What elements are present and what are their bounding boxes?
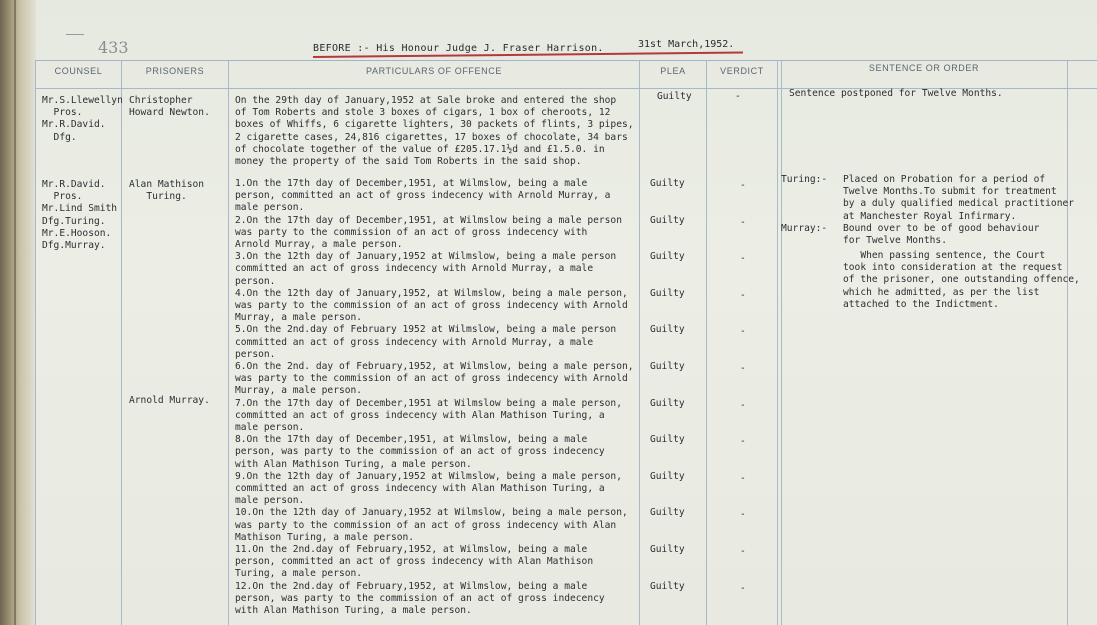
- case1-sentence: Sentence postponed for Twelve Months.: [789, 88, 1003, 99]
- sentence-note: When passing sentence, the Court took into consideration at the request of the prisoner, one outstanding offence, which he admitted, as per the list attached to the Indictment.: [843, 250, 1080, 310]
- count-verdict: -: [740, 399, 746, 411]
- count-text: 9.On the 12th day of January,1952 at Wilmslow, being a male person, committed an act of gross indecency with Alan Mathison Turing, a male person.: [235, 470, 622, 507]
- case1-plea: Guilty: [657, 91, 692, 102]
- count-text: 3.On the 12th day of January,1952 at Wilmslow, being a male person committed an act of gross indecency with Arnold Murray, a male person.: [235, 251, 617, 287]
- hearing-date: 31st March,1952.: [638, 39, 735, 50]
- column-header-particulars: PARTICULARS OF OFFENCE: [366, 66, 502, 76]
- book-binding: [0, 0, 36, 625]
- column-rule: [639, 60, 640, 625]
- sentence-turing-label: Turing:-: [781, 174, 828, 185]
- column-header-verdict: VERDICT: [720, 66, 764, 76]
- count-verdict: -: [740, 472, 746, 484]
- column-header-counsel: COUNSEL: [54, 66, 103, 76]
- count-text: 4.On the 12th day of January,1952, at Wilmslow, being a male person, was party to the commission of an act of gross indecency with Arnold Murray, a male person.: [235, 287, 628, 324]
- count-text: 5.On the 2nd.day of February 1952 at Wilmslow, being a male person committed an act of gross indecency with Arnold Murray, a male person.: [235, 324, 617, 360]
- count-plea: Guilty: [650, 214, 685, 226]
- count-plea: Guilty: [650, 361, 685, 372]
- count-verdict: -: [740, 546, 746, 557]
- column-rule: [777, 60, 782, 625]
- sentence-murray: Bound over to be of good behaviour for Twelve Months.: [843, 223, 1040, 247]
- count-verdict: -: [740, 289, 746, 301]
- count-plea: Guilty: [650, 178, 685, 189]
- column-rule: [121, 60, 122, 625]
- count-plea: Guilty: [650, 397, 685, 409]
- page-number: 433: [98, 38, 129, 57]
- count-text: 12.On the 2nd.day of February,1952, at Wilmslow, being a male person, was party to the commission of an act of gross indecency with Alan Mathison Turing, a male person.: [235, 580, 605, 616]
- case1-particulars: On the 29th day of January,1952 at Sale broke and entered the shop of Tom Roberts and stole 3 boxes of cigars, 1 box of cheroots, 12 boxes of Whiffs, 6 cigarette lighters, 30 packets of flints, 3 pipes, 2 cigarette cases, 24,816 cigarettes, 17 boxes of chocolate, 34 bars of chocolate together of the value of £205.17.1½d and £1.5.0. in money the property of the said Tom Roberts in the said shop.: [235, 95, 634, 168]
- count-plea: Guilty: [650, 544, 685, 555]
- column-rule: [35, 60, 36, 625]
- case2-counsel: Mr.R.David. Pros. Mr.Lind Smith Dfg.Turing. Mr.E.Hooson. Dfg.Murray.: [42, 179, 118, 252]
- count-text: 2.On the 17th day of December,1951, at Wilmslow being a male person was party to the commission of an act of gross indecency with Arnold Murray, a male person.: [235, 214, 622, 250]
- count-text: 1.On the 17th day of December,1951, at Wilmslow, being a male person, committed an act of gross indecency with Arnold Murray, a male person.: [235, 178, 611, 214]
- case1-prisoner: Christopher Howard Newton.: [129, 95, 210, 119]
- column-header-prisoners: PRISONERS: [145, 66, 205, 76]
- count-verdict: -: [740, 326, 746, 338]
- sentence-murray-label: Murray:-: [781, 223, 828, 234]
- top-rule: [35, 60, 1097, 61]
- count-verdict: -: [740, 363, 746, 374]
- case1-counsel: Mr.S.Llewellyn Pros. Mr.R.David. Dfg.: [42, 95, 123, 143]
- count-text: 10.On the 12th day of January,1952 at Wilmslow, being a male person, was party to the commission of an act of gross indecency with Alan Mathison Turing, a male person.: [235, 507, 628, 543]
- column-header-sentence: SENTENCE OR ORDER: [868, 63, 980, 73]
- count-verdict: -: [740, 509, 746, 521]
- count-plea: Guilty: [650, 580, 685, 592]
- column-rule: [228, 60, 229, 625]
- count-plea: Guilty: [650, 251, 685, 263]
- count-plea: Guilty: [650, 470, 685, 482]
- count-text: 11.On the 2nd.day of February,1952, at Wilmslow, being a male person, committed an act of gross indecency with Alan Mathison Turing, a male person.: [235, 544, 594, 580]
- count-verdict: -: [740, 253, 746, 265]
- count-text: 8.On the 17th day of December,1951, at Wilmslow, being a male person, was party to the commission of an act of gross indecency with Alan Mathison Turing, a male person.: [235, 434, 605, 470]
- count-verdict: -: [740, 582, 746, 594]
- pencil-mark: [66, 34, 84, 35]
- column-header-plea: PLEA: [660, 66, 686, 76]
- count-text: 7.On the 17th day of December,1951 at Wilmslow being a male person, committed an act of gross indecency with Alan Mathison Turing, a male person.: [235, 397, 622, 433]
- count-plea: Guilty: [650, 507, 685, 519]
- sentence-turing: Placed on Probation for a period of Twelve Months.To submit for treatment by a duly qualified medical practitioner at Manchester Royal Infirmary.: [843, 174, 1075, 222]
- case2-prisoner-murray: Arnold Murray.: [129, 395, 210, 406]
- count-verdict: -: [740, 180, 746, 191]
- case2-prisoner-turing: Alan Mathison Turing.: [129, 179, 205, 203]
- count-verdict: -: [740, 436, 746, 448]
- column-rule: [1067, 60, 1068, 625]
- column-rule: [706, 60, 707, 625]
- count-plea: Guilty: [650, 287, 685, 299]
- count-plea: Guilty: [650, 324, 685, 336]
- before-judge-line: BEFORE :- His Honour Judge J. Fraser Harrison.: [313, 43, 604, 54]
- count-text: 6.On the 2nd. day of February,1952, at Wilmslow, being a male person, was party to the commission of an act of gross indecency with Arnold Murray, a male person.: [235, 361, 634, 397]
- count-verdict: -: [740, 216, 746, 228]
- count-plea: Guilty: [650, 434, 685, 446]
- case1-verdict: -: [735, 91, 741, 102]
